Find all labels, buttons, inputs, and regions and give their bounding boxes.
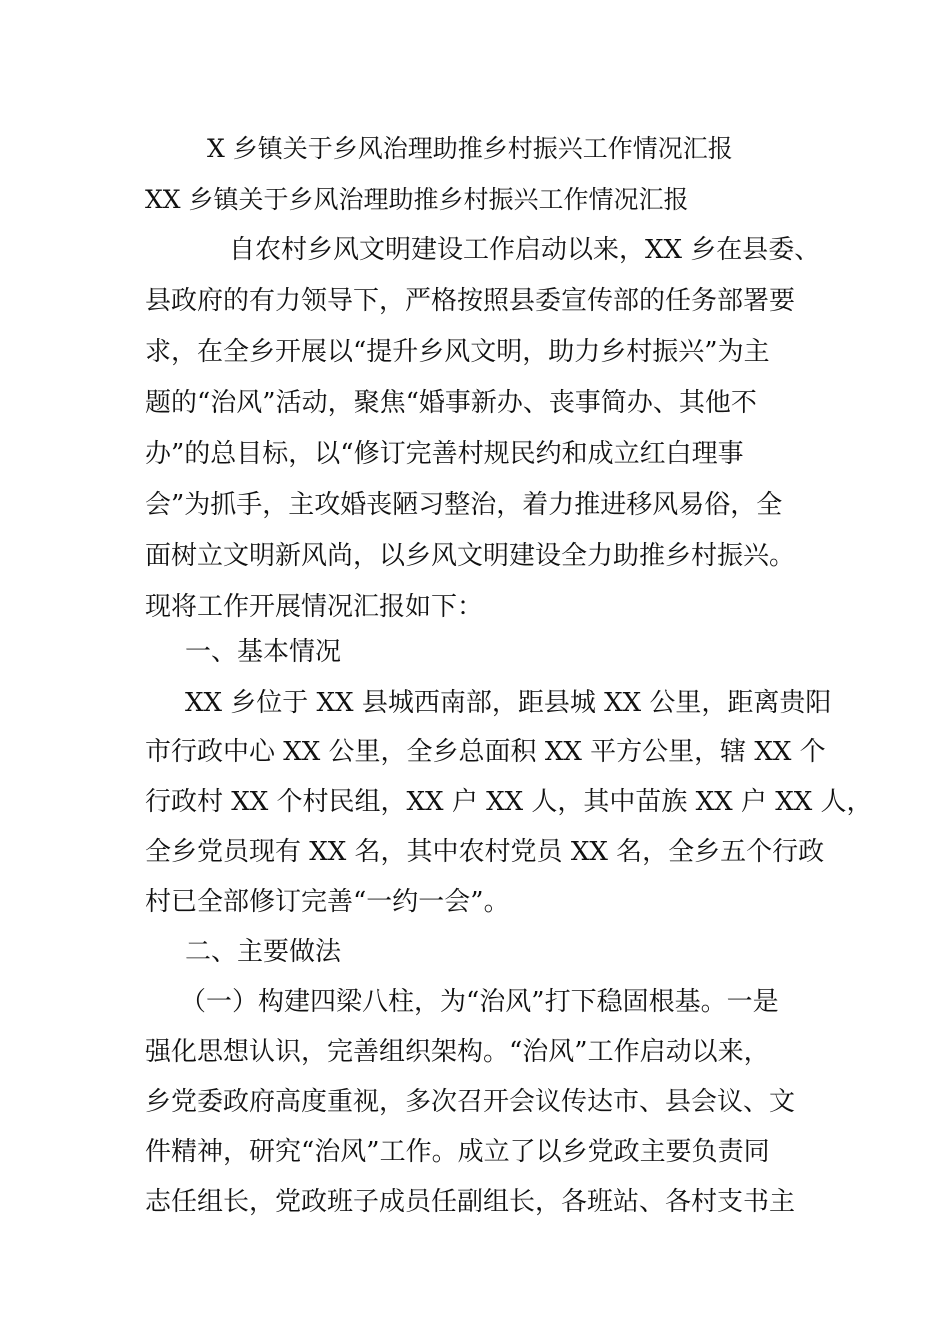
body-line: 市行政中心 XX 公里，全乡总面积 XX 平方公里，辖 XX 个	[145, 737, 826, 767]
body-line: 自农村乡风文明建设工作启动以来，XX 乡在县委、	[229, 235, 821, 265]
body-line: 办”的总目标，以“修订完善村规民约和成立红白理事	[145, 439, 744, 469]
document-subtitle: XX 乡镇关于乡风治理助推乡村振兴工作情况汇报	[145, 185, 689, 214]
section-heading: 一、基本情况	[185, 637, 342, 667]
body-line: 志任组长，党政班子成员任副组长，各班站、各村支书主	[145, 1187, 796, 1217]
body-line: 全乡党员现有 XX 名，其中农村党员 XX 名，全乡五个行政	[145, 837, 825, 867]
body-line: （一）构建四梁八柱，为“治风”打下稳固根基。一是	[180, 987, 779, 1017]
body-line: 求，在全乡开展以“提升乡风文明，助力乡村振兴”为主	[145, 337, 770, 367]
body-line: 县政府的有力领导下，严格按照县委宣传部的任务部署要	[145, 286, 796, 316]
body-line: 现将工作开展情况汇报如下：	[145, 592, 484, 622]
document-title: X 乡镇关于乡风治理助推乡村振兴工作情况汇报	[207, 134, 733, 163]
body-line: 件精神，研究“治风”工作。成立了以乡党政主要负责同	[145, 1137, 770, 1167]
body-line: XX 乡位于 XX 县城西南部，距县城 XX 公里，距离贵阳	[185, 688, 832, 718]
body-line: 面树立文明新风尚，以乡风文明建设全力助推乡村振兴。	[145, 541, 796, 571]
body-line: 行政村 XX 个村民组，XX 户 XX 人，其中苗族 XX 户 XX 人，	[145, 787, 873, 817]
body-line: 村已全部修订完善“一约一会”。	[145, 887, 510, 917]
body-line: 乡党委政府高度重视，多次召开会议传达市、县会议、文	[145, 1087, 796, 1117]
section-heading: 二、主要做法	[185, 937, 342, 967]
body-line: 会”为抓手，主攻婚丧陋习整治，着力推进移风易俗，全	[145, 490, 783, 520]
body-line: 强化思想认识，完善组织架构。“治风”工作启动以来，	[145, 1037, 770, 1067]
body-line: 题的“治风”活动，聚焦“婚事新办、丧事简办、其他不	[145, 388, 757, 418]
